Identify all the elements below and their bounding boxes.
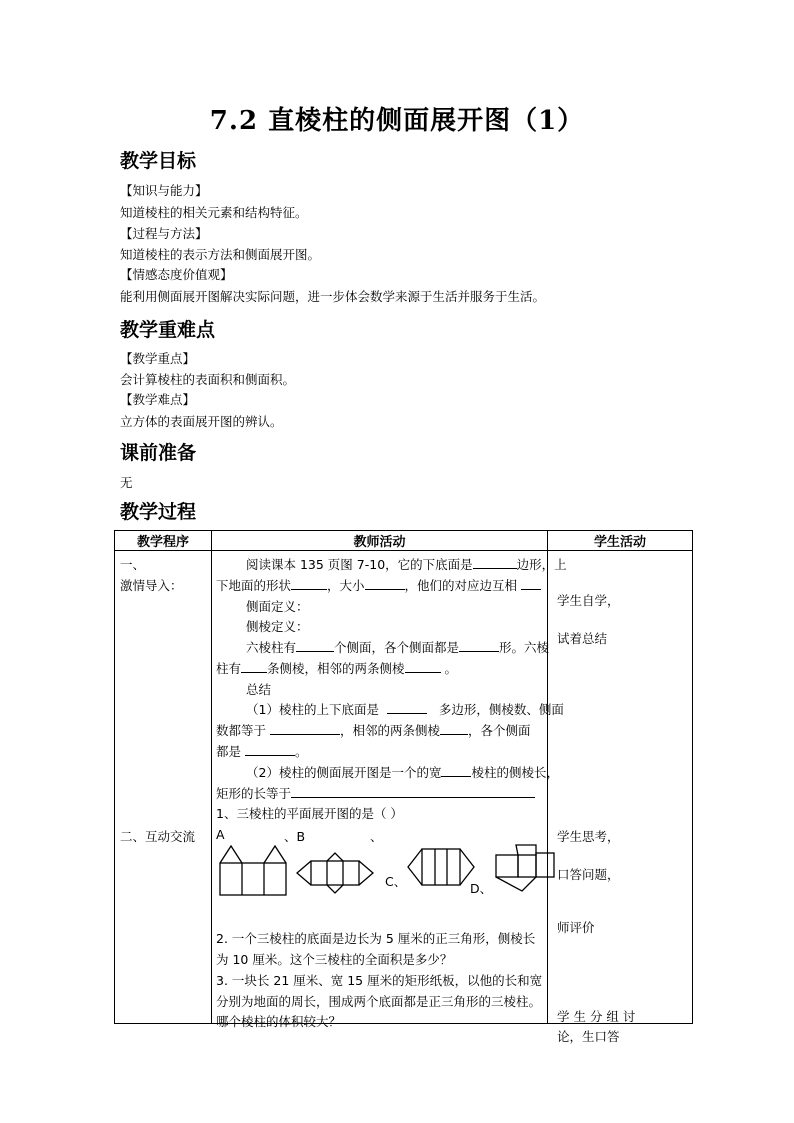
teacher-cell [212, 551, 567, 1029]
net-c-figure [408, 847, 474, 887]
program-step-2-title: 二、互动交流 [120, 829, 196, 844]
teacher-text: ，相邻的两条侧棱 [340, 723, 441, 738]
section-heading-goals: 教学目标 [120, 150, 197, 172]
teacher-text: 个侧面，各个侧面都是 [334, 640, 460, 655]
teacher-line: 侧面定义： [246, 599, 309, 614]
fill-blank [291, 785, 535, 798]
fill-blank [459, 639, 499, 652]
question-3-line-2: 分别为地面的周长，围成两个底面都是正三角形的三棱柱。 [216, 994, 542, 1009]
option-c-label: C、 [385, 874, 407, 889]
text-knowledge: 知道棱柱的相关元素和结构特征。 [120, 205, 308, 220]
teacher-line [216, 659, 457, 677]
teacher-text: 都是 [216, 744, 242, 759]
fill-blank [473, 556, 517, 569]
teacher-line: 总结 [246, 682, 272, 697]
table-header-row [115, 531, 693, 551]
text-difficulty: 立方体的表面展开图的辨认。 [120, 414, 283, 429]
fill-blank [241, 660, 267, 673]
header-program: 教学程序 [115, 531, 212, 551]
student-activity: 学生自学， [557, 593, 620, 608]
teacher-text: 数都等于 [216, 723, 267, 738]
teacher-line [216, 576, 541, 594]
section-heading-prep: 课前准备 [120, 442, 197, 464]
teacher-text: 多边形，侧棱数、侧面 [438, 702, 564, 717]
header-student: 学生活动 [548, 531, 693, 551]
teacher-text: （1）棱柱的上下底面是 [246, 702, 379, 717]
teacher-line: 侧棱定义： [246, 619, 309, 634]
teacher-text: 下地面的形状 [216, 578, 292, 593]
net-b-figure [297, 853, 373, 893]
teacher-text: 棱柱的侧棱长， [471, 765, 559, 780]
teacher-text: 。 [444, 661, 458, 676]
teacher-text: 边形，上 [516, 557, 567, 572]
label-knowledge: 【知识与能力】 [120, 183, 208, 198]
text-process: 知道棱柱的表示方法和侧面展开图。 [120, 247, 321, 262]
question-2-line-1: 2. 一个三棱柱的底面是边长为 5 厘米的正三角形，侧棱长 [216, 931, 536, 946]
question-1: 1、三棱柱的平面展开图的是（ ） [216, 806, 403, 821]
process-table [114, 530, 693, 1044]
header-teacher: 教师活动 [212, 531, 548, 551]
student-activity: 口答问题， [557, 867, 620, 882]
student-activity: 试着总结 [557, 631, 608, 646]
label-focus: 【教学重点】 [120, 351, 196, 366]
option-d-label: D、 [470, 881, 493, 896]
fill-blank [441, 764, 471, 777]
net-a-figure [220, 845, 292, 897]
teacher-line [246, 555, 567, 573]
label-emotion: 【情感态度价值观】 [120, 267, 233, 282]
fill-blank [521, 577, 541, 590]
program-cell [115, 551, 212, 1024]
fill-blank [405, 660, 441, 673]
question-3-line-1: 3. 一块长 21 厘米、宽 15 厘米的矩形纸板，以他的长和宽 [216, 973, 543, 988]
fill-blank [270, 722, 340, 735]
teacher-text: 柱有 [216, 661, 242, 676]
page-title: 7.2 直棱柱的侧面展开图（1） [209, 106, 585, 136]
label-process: 【过程与方法】 [120, 226, 208, 241]
teacher-line [246, 700, 564, 718]
text-emotion: 能利用侧面展开图解决实际问题，进一步体会数学来源于生活并服务于生活。 [120, 289, 546, 304]
option-a-label: A [216, 827, 225, 842]
question-3-line-3: 哪个棱柱的体积较大？ [216, 1014, 342, 1029]
teacher-text: 条侧棱，相邻的两条侧棱 [267, 661, 405, 676]
option-b-label: 、B [284, 829, 306, 844]
teacher-text: 形。六棱 [499, 640, 550, 655]
teacher-text: （2）棱柱的侧面展开图是一个的宽 [246, 765, 442, 780]
fill-blank [440, 722, 468, 735]
student-activity: 师评价 [557, 920, 595, 935]
fill-blank [291, 577, 327, 590]
net-d-figure [494, 843, 556, 893]
teacher-line [246, 763, 559, 781]
student-activity: 学生思考， [557, 829, 620, 844]
label-difficulty: 【教学难点】 [120, 392, 196, 407]
teacher-text: ，大小 [327, 578, 365, 593]
teacher-text: 。 [295, 744, 308, 759]
teacher-text: 矩形的长等于 [216, 786, 292, 801]
program-step-1-number: 一、 [120, 557, 146, 572]
table-body-row [115, 551, 693, 1024]
question-2-line-2: 为 10 厘米。这个三棱柱的全面积是多少？ [216, 952, 453, 967]
teacher-line [216, 742, 308, 760]
teacher-line [216, 721, 531, 739]
teacher-text: 阅读课本 135 页图 7-10，它的下底面是 [246, 557, 473, 572]
fill-blank [387, 701, 427, 714]
text-focus: 会计算棱柱的表面积和侧面积。 [120, 372, 296, 387]
teacher-line [246, 638, 549, 656]
teacher-text: ，他们的对应边互相 [404, 578, 518, 593]
text-prep: 无 [120, 475, 133, 490]
program-step-1-title: 激情导入： [120, 578, 183, 593]
student-activity: 学 生 分 组 讨 [557, 1009, 636, 1024]
section-heading-keys: 教学重难点 [120, 319, 216, 341]
section-heading-process: 教学过程 [120, 501, 197, 523]
student-cell [548, 551, 693, 1044]
option-separator: 、 [370, 829, 383, 844]
fill-blank [245, 743, 295, 756]
fill-blank [296, 639, 334, 652]
teacher-line [216, 784, 535, 802]
fill-blank [365, 577, 405, 590]
teacher-text: 六棱柱有 [246, 640, 297, 655]
teacher-text: ，各个侧面 [468, 723, 531, 738]
student-activity: 论，生口答 [557, 1029, 620, 1044]
